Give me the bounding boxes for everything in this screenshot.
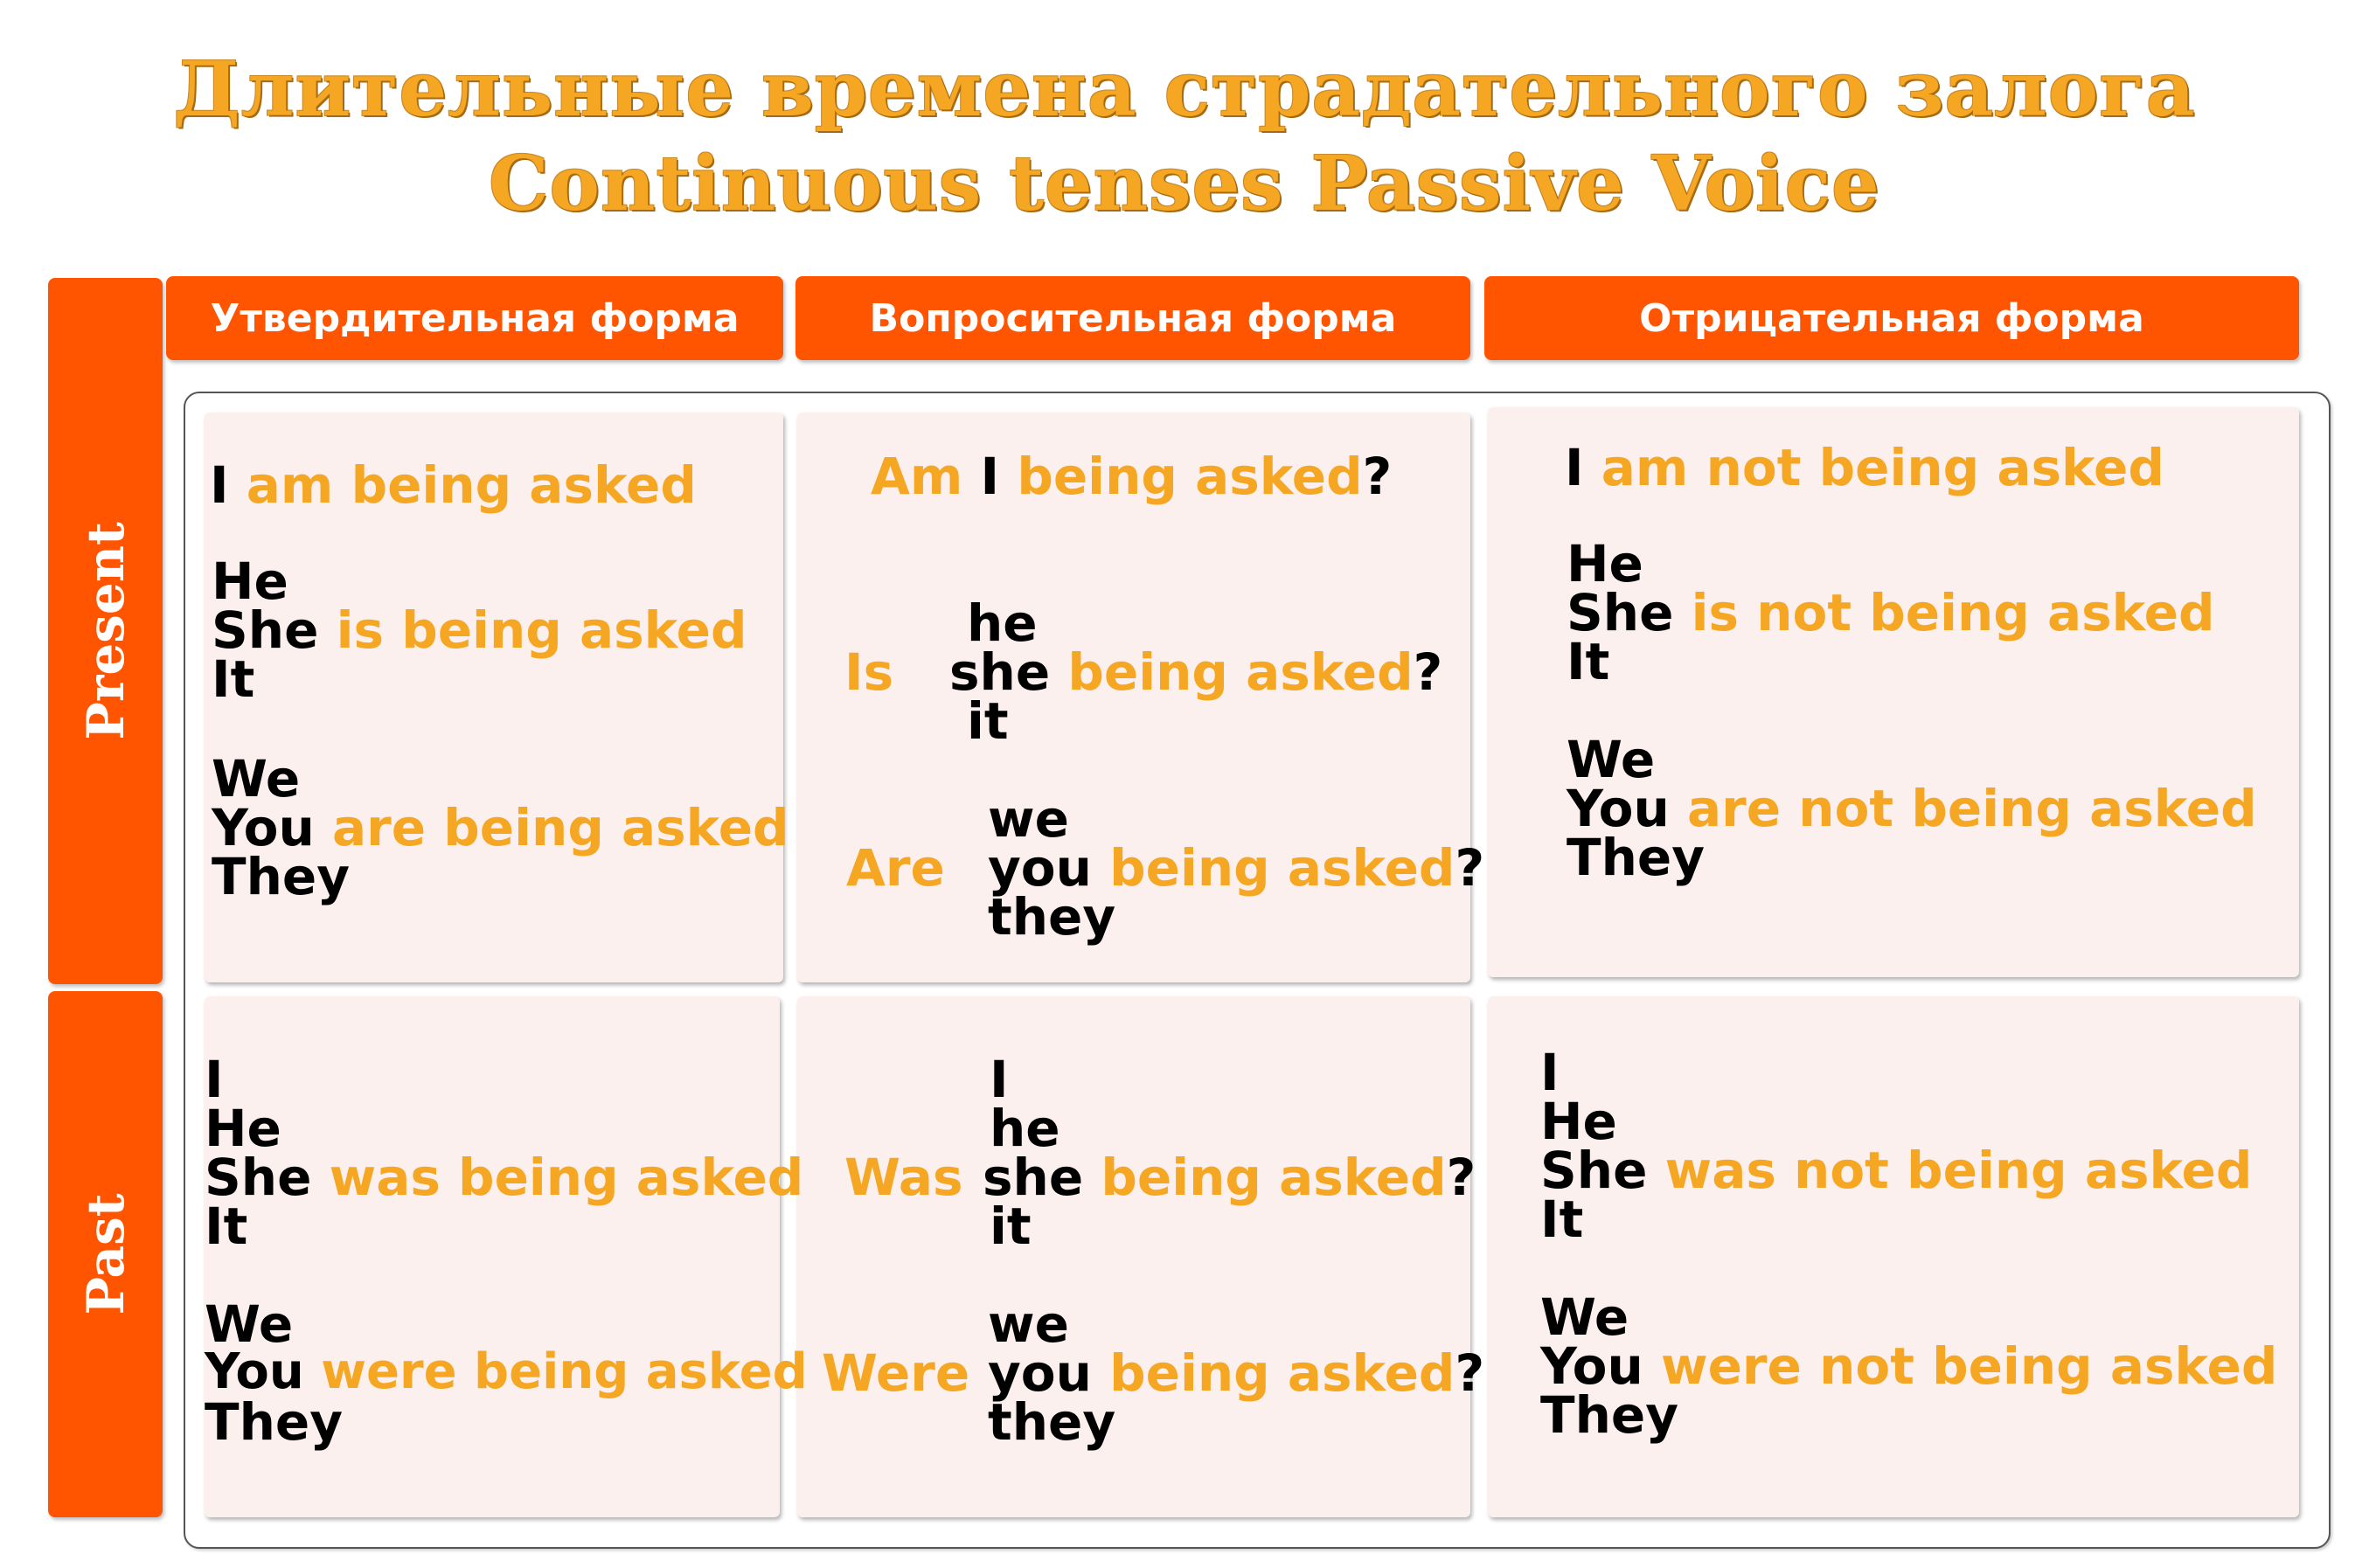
pronoun-we: We bbox=[1567, 730, 1656, 789]
title-english: Continuous tenses Passive Voice bbox=[489, 140, 1880, 228]
verb-phrase: being asked bbox=[1101, 1148, 1447, 1207]
pronoun-they: They bbox=[205, 1392, 343, 1452]
row-label-past bbox=[48, 991, 163, 1517]
pronoun-she: She bbox=[1567, 583, 1674, 642]
verb-phrase: is not being asked bbox=[1691, 583, 2215, 642]
pronoun-they: they bbox=[988, 887, 1116, 947]
verb-phrase: are being asked bbox=[332, 798, 789, 857]
pronoun-they: They bbox=[1540, 1385, 1678, 1445]
pronoun-it: It bbox=[1540, 1190, 1584, 1249]
pronoun-you: You bbox=[205, 1343, 304, 1400]
pronoun-it: It bbox=[1567, 632, 1610, 691]
question-mark: ? bbox=[1362, 447, 1393, 506]
title-russian: Длительные времена страдательного залога bbox=[173, 45, 2196, 134]
line-present-neg-i bbox=[1565, 438, 2164, 497]
pronoun-you: you bbox=[988, 1343, 1092, 1403]
line-past-q-you bbox=[988, 1343, 1485, 1403]
line-present-q-you bbox=[988, 838, 1485, 898]
question-mark: ? bbox=[1455, 1343, 1485, 1403]
line-present-neg-you bbox=[1567, 779, 2257, 838]
question-mark: ? bbox=[1413, 642, 1443, 702]
line-present-q-she bbox=[949, 642, 1443, 702]
pronoun-it: It bbox=[205, 1197, 248, 1256]
verb-phrase: am not being asked bbox=[1601, 438, 2164, 497]
pronoun-she: she bbox=[949, 642, 1051, 702]
line-present-aff-she bbox=[212, 600, 747, 660]
pronoun-she: she bbox=[983, 1148, 1084, 1207]
pronoun-he: He bbox=[1540, 1092, 1617, 1151]
row-label-present-text: Present bbox=[75, 522, 135, 740]
pronoun-i: I bbox=[1540, 1043, 1560, 1102]
pronoun-he: He bbox=[205, 1099, 281, 1158]
pronoun-they: they bbox=[988, 1392, 1116, 1452]
pronoun-we: we bbox=[988, 1294, 1069, 1354]
pronoun-you: You bbox=[212, 798, 315, 857]
row-label-present bbox=[48, 278, 163, 984]
pronoun-he: he bbox=[990, 1099, 1060, 1158]
verb-phrase: are not being asked bbox=[1687, 779, 2257, 838]
auxiliary-are: Are bbox=[846, 838, 945, 898]
pronoun-we: We bbox=[212, 749, 301, 808]
header-affirmative: Утвердительная форма bbox=[166, 276, 783, 360]
pronoun-we: we bbox=[988, 789, 1069, 849]
line-present-aff-i bbox=[210, 455, 697, 515]
verb-phrase: being asked bbox=[1067, 642, 1414, 702]
pronoun-you: you bbox=[988, 838, 1092, 898]
line-present-neg-she bbox=[1567, 583, 2215, 642]
pronoun-they: They bbox=[1567, 828, 1705, 887]
pronoun-she: She bbox=[212, 600, 319, 660]
verb-phrase: was being asked bbox=[329, 1148, 804, 1207]
pronoun-you: You bbox=[1567, 779, 1670, 838]
pronoun-it: it bbox=[990, 1197, 1032, 1256]
verb-phrase: being asked bbox=[1109, 1343, 1455, 1403]
pronoun-i: I bbox=[205, 1050, 224, 1109]
line-present-q-am bbox=[871, 447, 1393, 506]
line-past-neg-she bbox=[1540, 1141, 2253, 1200]
question-mark: ? bbox=[1446, 1148, 1476, 1207]
pronoun-she: She bbox=[205, 1148, 312, 1207]
verb-phrase: is being asked bbox=[336, 600, 747, 660]
pronoun-i: I bbox=[990, 1050, 1009, 1109]
verb-phrase: were being asked bbox=[321, 1343, 808, 1400]
auxiliary-is: Is bbox=[844, 642, 894, 702]
line-past-aff-she bbox=[205, 1148, 804, 1207]
auxiliary-was: Was bbox=[844, 1148, 963, 1207]
question-mark: ? bbox=[1455, 838, 1485, 898]
verb-phrase: were not being asked bbox=[1661, 1336, 2278, 1396]
pronoun-i: I bbox=[210, 455, 229, 515]
pronoun-we: We bbox=[205, 1294, 294, 1354]
pronoun-it: It bbox=[212, 649, 255, 709]
line-past-neg-you bbox=[1540, 1336, 2278, 1396]
pronoun-we: We bbox=[1540, 1287, 1629, 1347]
pronoun-she: She bbox=[1540, 1141, 1648, 1200]
pronoun-they: They bbox=[212, 847, 350, 906]
line-past-aff-you bbox=[205, 1343, 808, 1400]
cell-past-question bbox=[797, 996, 1470, 1517]
verb-phrase: am being asked bbox=[246, 455, 697, 515]
verb-phrase: being asked bbox=[1017, 447, 1363, 506]
header-negative: Отрицательная форма bbox=[1484, 276, 2299, 360]
pronoun-he: He bbox=[1567, 534, 1643, 593]
pronoun-he: he bbox=[967, 593, 1038, 653]
verb-phrase: being asked bbox=[1109, 838, 1455, 898]
pronoun-you: You bbox=[1540, 1336, 1643, 1396]
line-present-aff-you bbox=[212, 798, 789, 857]
pronoun-he: He bbox=[212, 552, 288, 611]
row-label-past-text: Past bbox=[75, 1193, 135, 1315]
line-past-q-she bbox=[983, 1148, 1476, 1207]
pronoun-it: it bbox=[967, 691, 1009, 751]
auxiliary-were: Were bbox=[822, 1343, 970, 1403]
verb-phrase: was not being asked bbox=[1664, 1141, 2253, 1200]
header-question: Вопросительная форма bbox=[795, 276, 1470, 360]
pronoun-i: I bbox=[980, 447, 1000, 506]
auxiliary-am: Am bbox=[871, 447, 963, 506]
pronoun-i: I bbox=[1565, 438, 1584, 497]
